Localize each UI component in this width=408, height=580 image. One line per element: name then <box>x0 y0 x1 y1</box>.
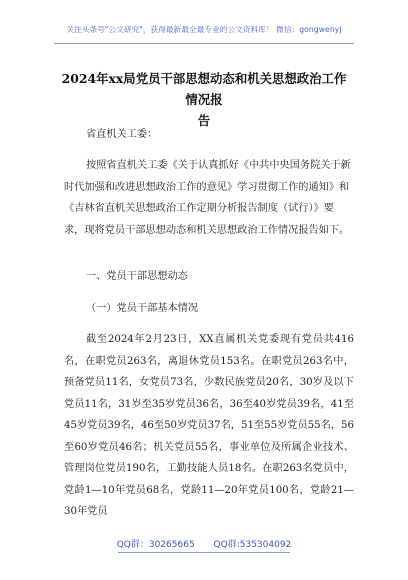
header-divider <box>54 43 354 44</box>
paragraph-member-stats: 截至2024年2月23日，XX直属机关党委现有党员共416名，在职党员263名，离退休党员153名。在职党员263名中，预备党员11名，女党员73名，少数民族党员20名，30岁及以下党员11名，31岁至35岁党员36名，36至40岁党员39名，41至45岁党员39名，46至50岁党员37名，51至55岁党员55名，56至60岁党员46名；机关党员55名，事业单位及所属企业技术、管理岗位党员190名，工勤技能人员18名。在职263名党员中，党龄1—10年党员68名，党龄11—20年党员100名，党龄21—30年党员 <box>64 334 354 517</box>
document-title-line-2: 告 <box>197 113 211 128</box>
document-title <box>60 68 348 131</box>
footer-qq-group-2: QQ群:535304092 <box>213 540 292 550</box>
section-heading-1: 一、党员干部思想动态 <box>86 271 188 282</box>
subsection-heading-1-1: （一）党员干部基本情况 <box>86 303 199 314</box>
footer-qq-group-1: QQ群：30265665 <box>116 540 195 550</box>
paragraph-intro: 按照省直机关工委《关于认真抓好《中共中央国务院关于新时代加强和改进思想政治工作的意见》学习贯彻工作的通知》和《吉林省直机关思想政治工作定期分析报告制度（试行）》要求，现将党员干部思想动态和机关思想政治工作情况报告如下。 <box>64 160 351 236</box>
document-title-line-1: 2024年xx局党员干部思想动态和机关思想政治工作情况报 <box>61 71 347 107</box>
footer-divider <box>118 552 290 553</box>
header-banner: 关注头条号"公文研究"，获得最新最全最专业的公文资料库！ 微信：gongwenyj <box>66 25 342 34</box>
footer-qq-groups <box>0 537 408 550</box>
salutation: 省直机关工委： <box>86 129 158 140</box>
